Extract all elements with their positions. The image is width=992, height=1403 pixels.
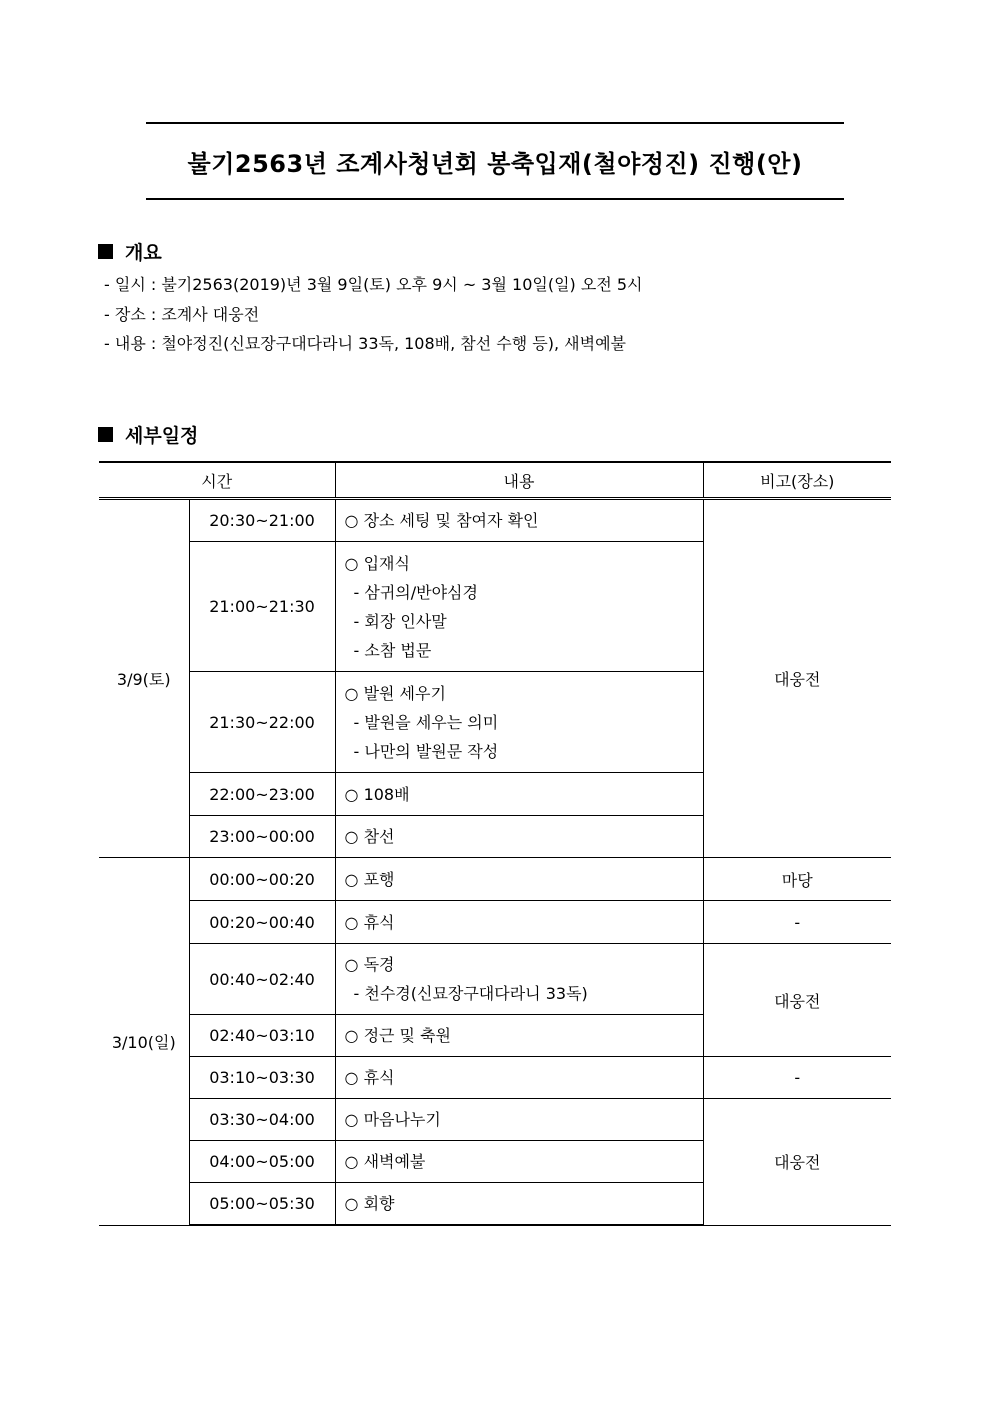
content-main: ○ 입재식 [344,553,410,573]
note-cell: 마당 [703,858,891,901]
content-sub: - 천수경(신묘장구대다라니 33독) [353,984,588,1003]
note-cell: 대웅전 [703,1099,891,1226]
note-cell: - [703,901,891,944]
time-cell: 04:00~05:00 [189,1141,335,1183]
table-row [99,944,891,1015]
note-cell: - [703,1057,891,1099]
time-cell: 02:40~03:10 [189,1015,335,1057]
content-cell [335,1183,703,1226]
table-row [99,1099,891,1141]
header-time: 시간 [99,462,335,499]
content-main: ○ 발원 세우기 [344,683,446,703]
table-row [99,901,891,944]
overview-place-line: - 장소 : 조계사 대웅전 [104,305,260,324]
time-cell: 22:00~23:00 [189,773,335,816]
time-cell: 20:30~21:00 [189,499,335,542]
schedule-heading-text: 세부일정 [125,425,199,447]
content-cell [335,858,703,901]
content-sub: - 발원을 세우는 의미 [353,712,499,732]
square-bullet-icon [98,427,113,442]
table-row [99,858,891,901]
time-cell: 00:40~02:40 [189,944,335,1015]
content-main: ○ 독경 [344,955,395,974]
time-cell: 21:30~22:00 [189,672,335,773]
content-main: ○ 포행 [344,869,395,889]
time-cell: 03:30~04:00 [189,1099,335,1141]
content-cell [335,499,703,542]
schedule-heading [98,421,198,448]
overview-content-line: - 내용 : 철야정진(신묘장구대다라니 33독, 108배, 참선 수행 등), 새벽예불 [104,334,626,353]
content-cell [335,944,703,1015]
page-title: 불기2563년 조계사청년회 봉축입재(철야정진) 진행(안) [187,149,803,178]
time-cell: 05:00~05:30 [189,1183,335,1226]
content-cell [335,672,703,773]
content-cell [335,816,703,858]
overview-heading [98,238,162,265]
content-sub: - 나만의 발원문 작성 [353,741,499,761]
note-cell: 대웅전 [703,499,891,858]
content-sub: - 삼귀의/반야심경 [353,582,478,602]
content-main: ○ 마음나누기 [344,1110,441,1129]
schedule-table [99,461,891,1226]
date-cell: 3/10(일) [99,858,189,1226]
header-note: 비고(장소) [703,462,891,499]
table-row [99,1057,891,1099]
square-bullet-icon [98,244,113,259]
content-cell [335,901,703,944]
content-main: ○ 정근 및 축원 [344,1026,452,1045]
overview-heading-text: 개요 [125,242,162,264]
content-main: ○ 회향 [344,1194,395,1213]
content-cell [335,1099,703,1141]
content-cell [335,773,703,816]
content-sub: - 회장 인사말 [353,611,447,631]
header-content: 내용 [335,462,703,499]
time-cell: 03:10~03:30 [189,1057,335,1099]
content-main: ○ 108배 [344,784,410,804]
content-cell [335,1141,703,1183]
content-main: ○ 휴식 [344,1068,395,1087]
title-box [146,122,844,200]
time-cell: 21:00~21:30 [189,542,335,672]
content-cell [335,1057,703,1099]
table-row [99,499,891,542]
time-cell: 23:00~00:00 [189,816,335,858]
content-cell [335,542,703,672]
content-main: ○ 새벽예불 [344,1152,426,1171]
time-cell: 00:00~00:20 [189,858,335,901]
content-main: ○ 휴식 [344,912,395,932]
content-main: ○ 참선 [344,827,395,846]
content-main: ○ 장소 세팅 및 참여자 확인 [344,511,539,530]
overview-date-line: - 일시 : 불기2563(2019)년 3월 9일(토) 오후 9시 ~ 3월 10일(일) 오전 5시 [104,275,643,294]
table-header-row [99,462,891,499]
content-cell [335,1015,703,1057]
date-cell: 3/9(토) [99,499,189,858]
time-cell: 00:20~00:40 [189,901,335,944]
note-cell: 대웅전 [703,944,891,1057]
content-sub: - 소참 법문 [353,640,432,660]
